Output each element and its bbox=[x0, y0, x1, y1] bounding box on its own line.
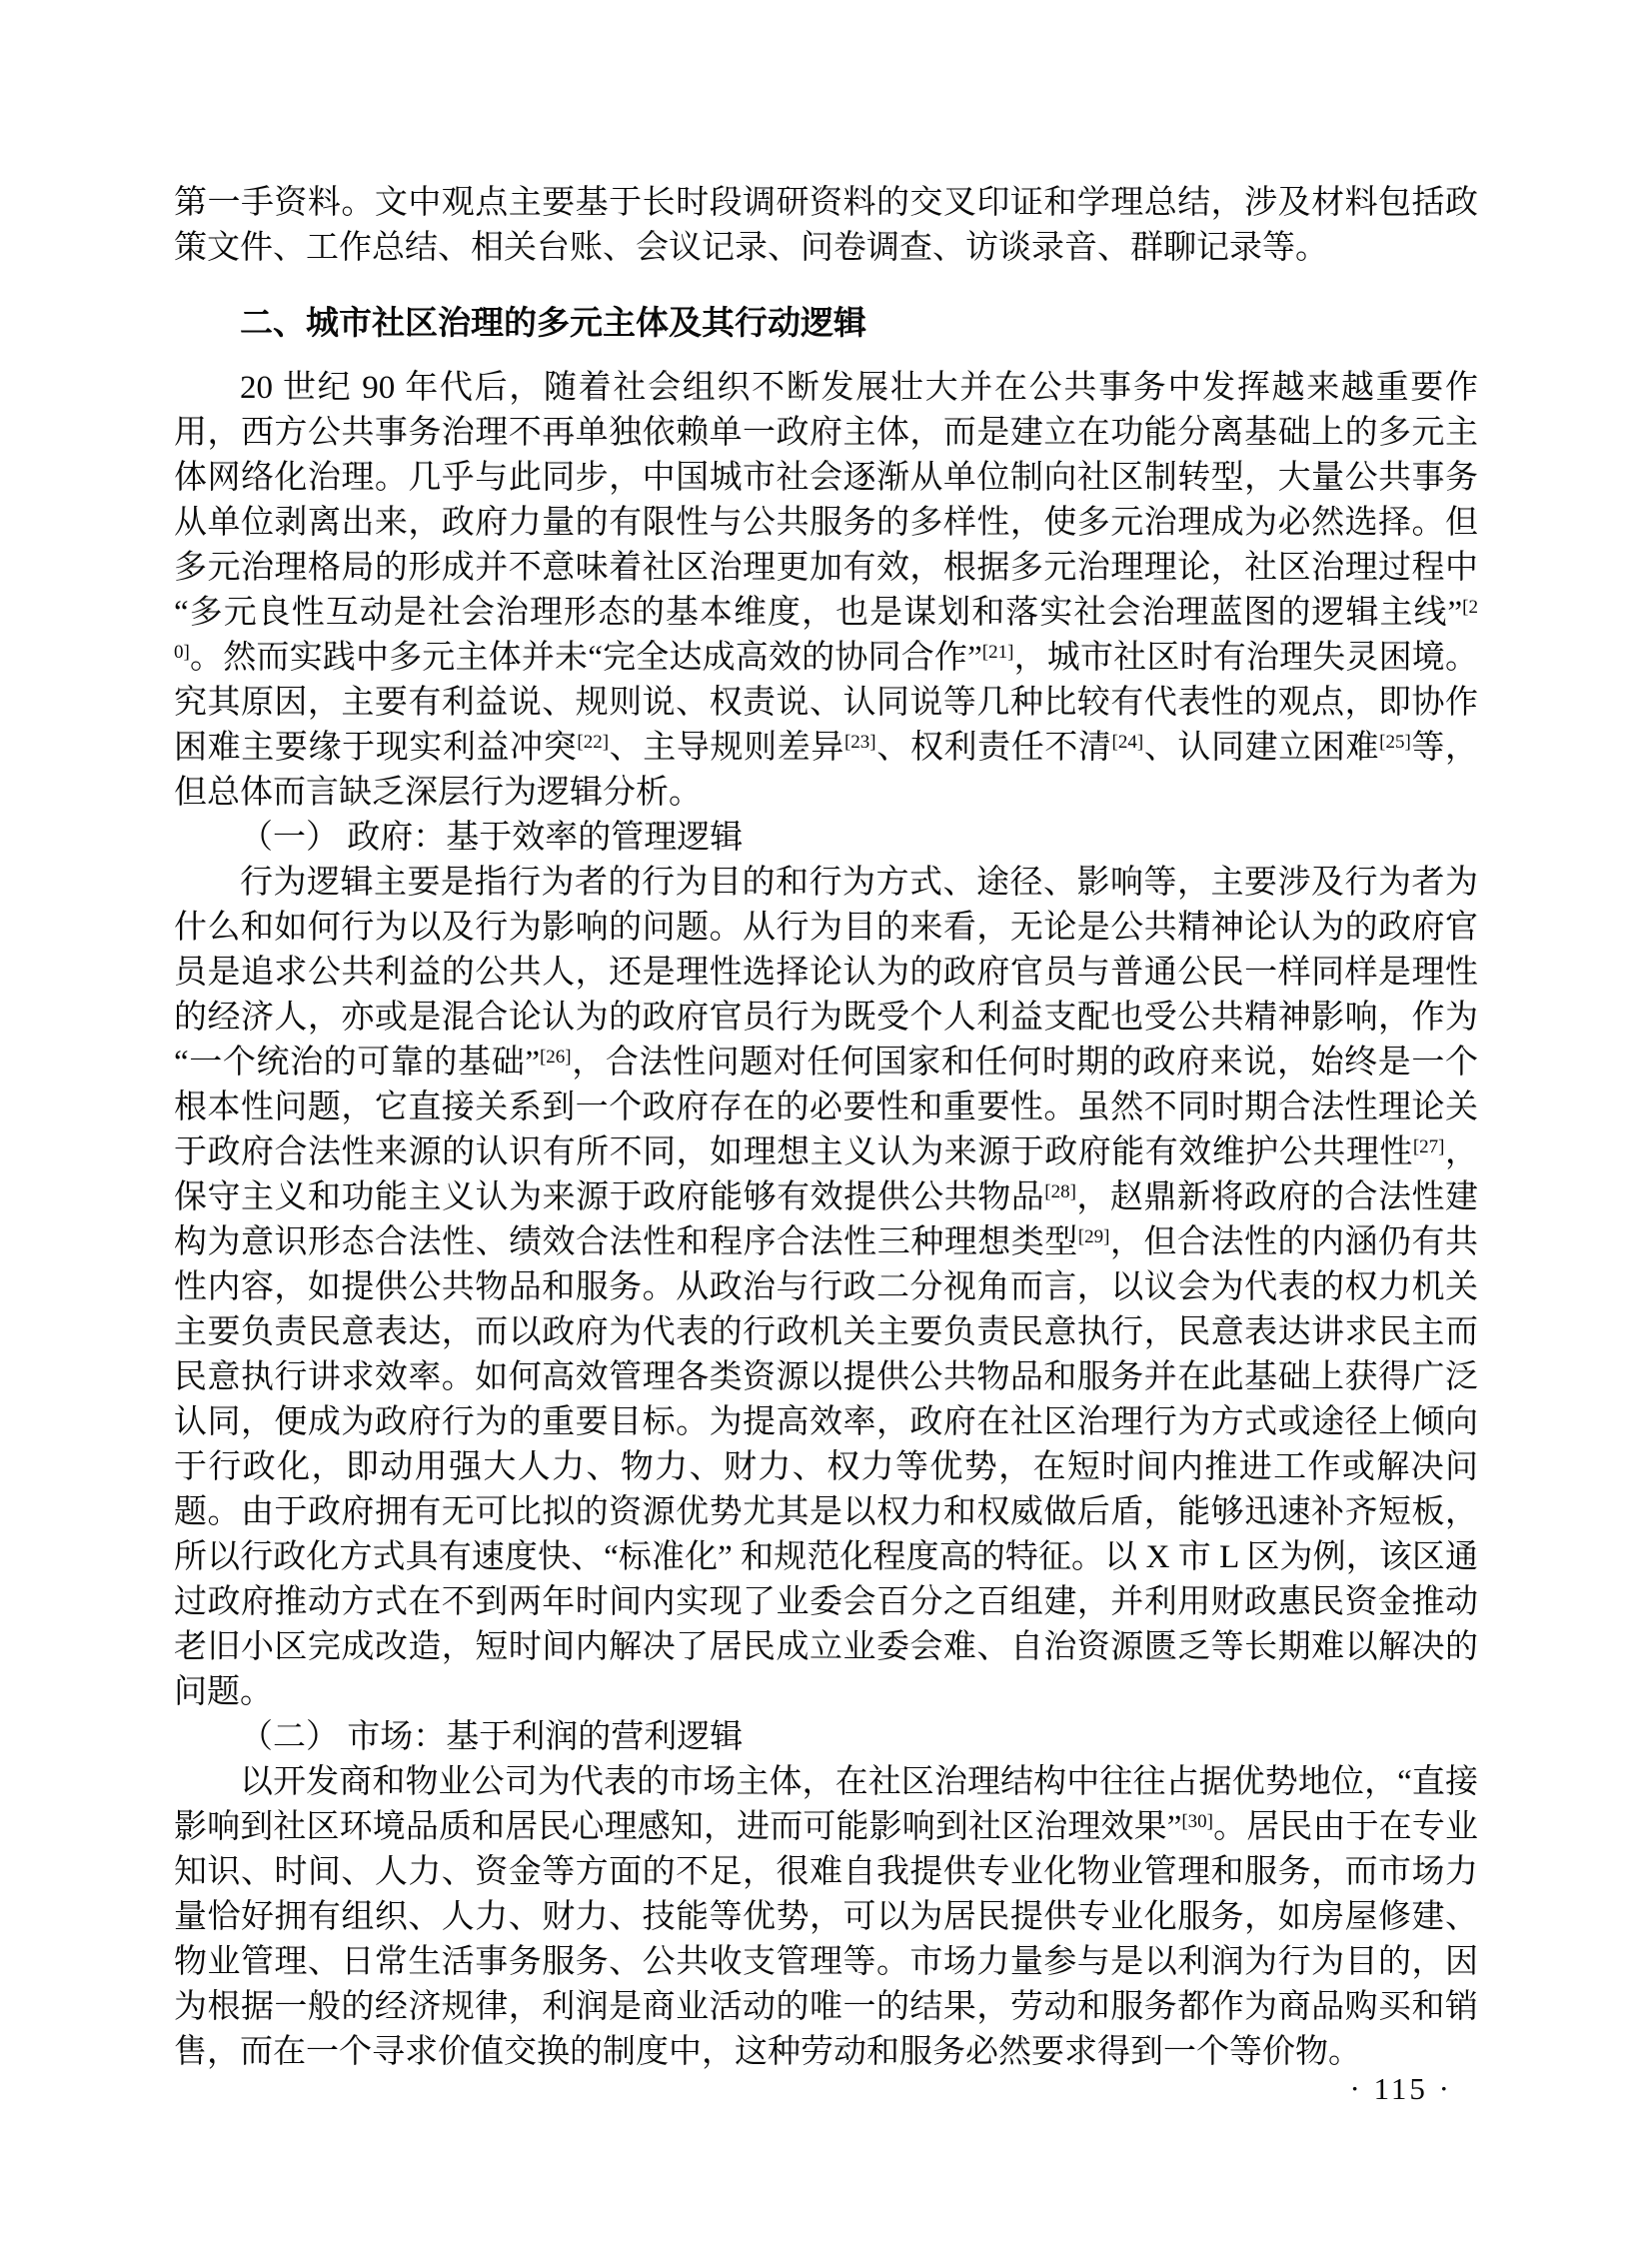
footnote-ref: [26] bbox=[539, 1047, 572, 1068]
paragraph-text: 、主导规则差异 bbox=[609, 730, 844, 766]
footnote-ref: [24] bbox=[1111, 732, 1144, 753]
paragraph bbox=[174, 1760, 1478, 2075]
paragraph-text: 行为逻辑主要是指行为者的行为目的和行为方式、途径、影响等，主要涉及行为者为什么和如何行为以及行为影响的问题。从行为目的来看，无论是公共精神论认为的政府官员是追求公共利益的公共人，还是理性选择论认为的政府官员与普通公民一样同样是理性的经济人，亦或是混合论认为的政府官员行为既受个人利益支配也受公共精神影响，作为“一个统治的可靠的基础” bbox=[174, 865, 1478, 1081]
paragraph-text: （二） 市场：基于利润的营利逻辑 bbox=[240, 1719, 744, 1755]
paragraph-text: 、权利责任不清 bbox=[875, 730, 1112, 766]
page-number: · 115 · bbox=[1349, 2071, 1452, 2106]
footnote-ref: [21] bbox=[981, 642, 1014, 663]
paragraph-text: 二、城市社区治理的多元主体及其行动逻辑 bbox=[240, 304, 866, 341]
subsection-heading bbox=[174, 1715, 1478, 1760]
section-heading bbox=[174, 300, 1478, 345]
footnote-ref: [30] bbox=[1181, 1811, 1214, 1832]
paragraph-text: ，但合法性的内涵仍有共性内容，如提供公共物品和服务。从政治与行政二分视角而言，以议会为代表的权力机关主要负责民意表达，而以政府为代表的行政机关主要负责民意执行，民意表达讲求民主而民意执行讲求效率。如何高效管理各类资源以提供公共物品和服务并在此基础上获得广泛认同，便成为政府行为的重要目标。为提高效率，政府在社区治理行为方式或途径上倾向于行政化，即动用强大人力、物力、财力、权力等优势，在短时间内推进工作或解决问题。由于政府拥有无可比拟的资源优势尤其是以权力和权威做后盾，能够迅速补齐短板，所以行政化方式具有速度快、“标准化” 和规范化程度高的特征。以 X 市 L 区为例，该区通过政府推动方式在不到两年时间内实现了业委会百分之百组建，并利用财政惠民资金推动老旧小区完成改造，短时间内解决了居民成立业委会难、自治资源匮乏等长期难以解决的问题。 bbox=[174, 1224, 1479, 1710]
footnote-ref: [28] bbox=[1044, 1181, 1076, 1202]
paragraph-text: ，赵鼎新将政府的合法性建构为意识形态合法性、绩效合法性和程序合法性三种理想类型 bbox=[174, 1179, 1479, 1260]
paragraph-text: ，保守主义和功能主义认为来源于政府能够有效提供公共物品 bbox=[174, 1134, 1479, 1215]
document-body bbox=[174, 181, 1478, 2075]
footnote-ref: [22] bbox=[577, 732, 610, 753]
footnote-ref: [25] bbox=[1379, 732, 1411, 753]
paragraph bbox=[174, 861, 1478, 1715]
paragraph-text: 20 世纪 90 年代后，随着社会组织不断发展壮大并在公共事务中发挥越来越重要作用，西方公共事务治理不再单独依赖单一政府主体，而是建立在功能分离基础上的多元主体网络化治理。几乎与此同步，中国城市社会逐渐从单位制向社区制转型，大量公共事务从单位剥离出来，政府力量的有限性与公共服务的多样性，使多元治理成为必然选择。但多元治理格局的形成并不意味着社区治理更加有效，根据多元治理理论，社区治理过程中“多元良性互动是社会治理形态的基本维度，也是谋划和落实社会治理蓝图的逻辑主线” bbox=[174, 370, 1478, 631]
paragraph-text: （一） 政府：基于效率的管理逻辑 bbox=[240, 820, 744, 856]
paragraph-text: 。然而实践中多元主体并未“完全达成高效的协同合作” bbox=[189, 640, 982, 676]
footnote-ref: [27] bbox=[1412, 1136, 1445, 1157]
footnote-ref: [20] bbox=[174, 597, 1478, 663]
paragraph-text: 。居民由于在专业知识、时间、人力、资金等方面的不足，很难自我提供专业化物业管理和服务，而市场力量恰好拥有组织、人力、财力、技能等优势，可以为居民提供专业化服务，如房屋修建、物业管理、日常生活事务服务、公共收支管理等。市场力量参与是以利润为行为目的，因为根据一般的经济规律，利润是商业活动的唯一的结果，劳动和服务都作为商品购买和销售，而在一个寻求价值交换的制度中，这种劳动和服务必然要求得到一个等价物。 bbox=[174, 1809, 1479, 2070]
paragraph bbox=[174, 366, 1478, 816]
subsection-heading bbox=[174, 816, 1478, 861]
paragraph-text: 等，但总体而言缺乏深层行为逻辑分析。 bbox=[174, 730, 1479, 811]
paragraph-text: 第一手资料。文中观点主要基于长时段调研资料的交叉印证和学理总结，涉及材料包括政策文件、工作总结、相关台账、会议记录、问卷调查、访谈录音、群聊记录等。 bbox=[174, 185, 1478, 266]
paragraph-text: ，城市社区时有治理失灵困境。究其原因，主要有利益说、规则说、权责说、认同说等几种比较有代表性的观点，即协作困难主要缘于现实利益冲突 bbox=[174, 640, 1478, 766]
paragraph-text: 、认同建立困难 bbox=[1143, 730, 1380, 766]
paragraph-text: 以开发商和物业公司为代表的市场主体，在社区治理结构中往往占据优势地位，“直接影响到社区环境品质和居民心理感知，进而可能影响到社区治理效果” bbox=[174, 1764, 1478, 1845]
footnote-ref: [23] bbox=[843, 732, 876, 753]
paragraph-text: ，合法性问题对任何国家和任何时期的政府来说，始终是一个根本性问题，它直接关系到一个政府存在的必要性和重要性。虽然不同时期合法性理论关于政府合法性来源的认识有所不同，如理想主义认为来源于政府能有效维护公共理性 bbox=[174, 1045, 1479, 1170]
paragraph-continued-from-previous-page bbox=[174, 181, 1478, 271]
footnote-ref: [29] bbox=[1077, 1226, 1110, 1247]
